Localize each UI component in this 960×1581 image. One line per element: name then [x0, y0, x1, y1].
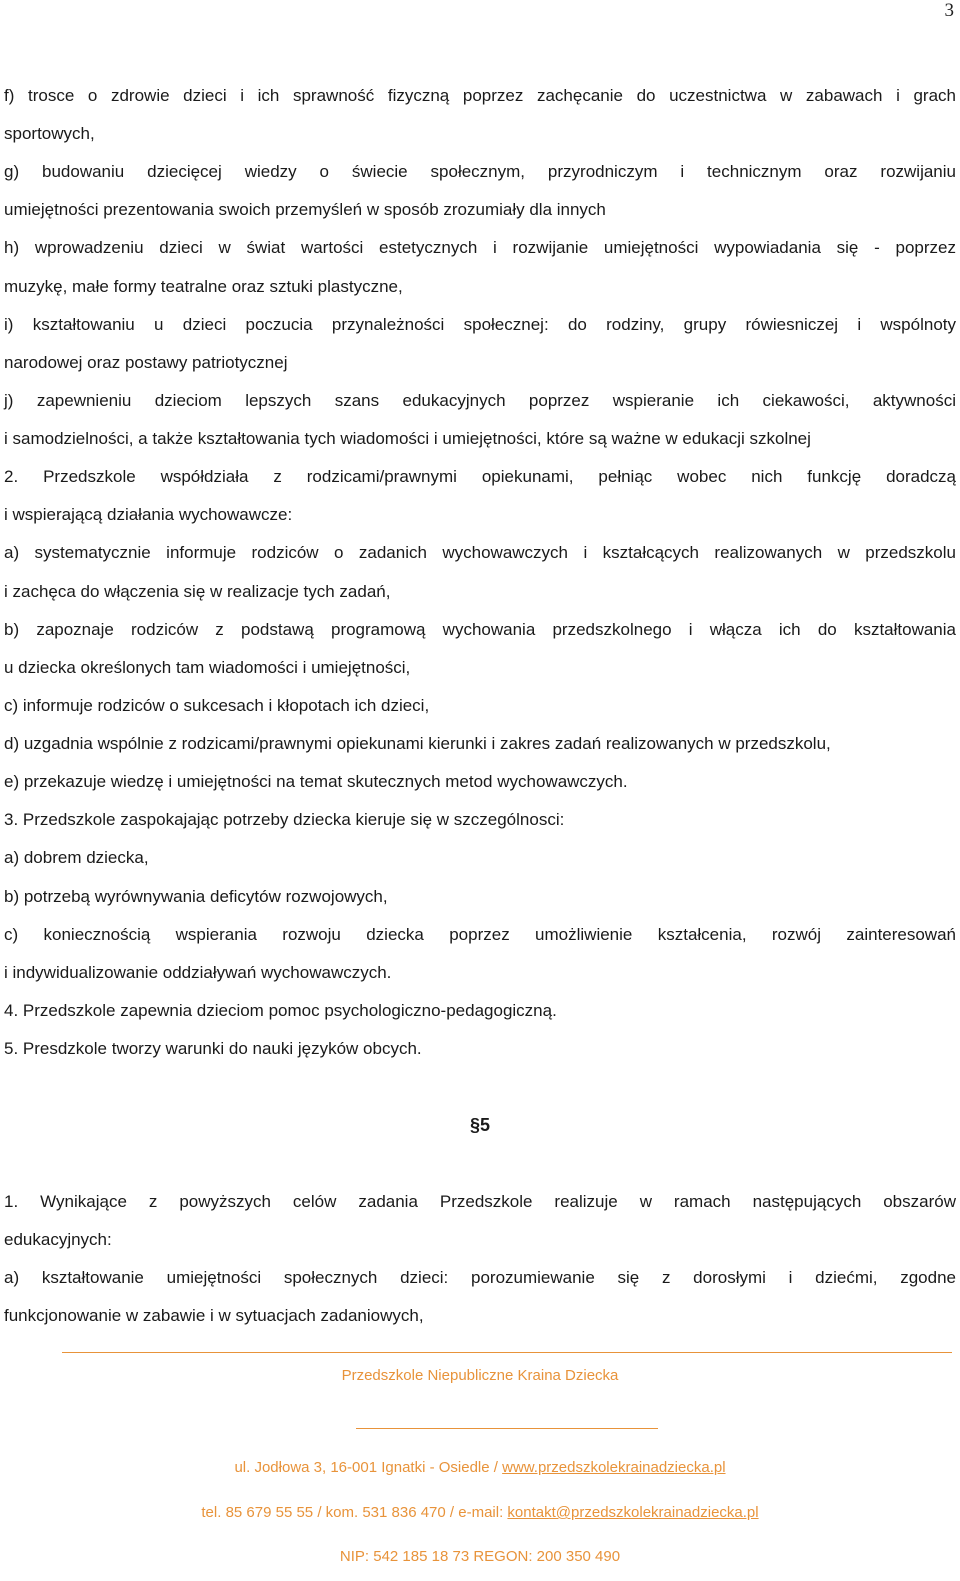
- footer-divider: [62, 1352, 952, 1353]
- body-line: 2. Przedszkole współdziała z rodzicami/prawnymi opiekunami, pełniąc wobec nich funkcję doradczą: [4, 467, 956, 486]
- body-line: e) przekazuje wiedzę i umiejętności na temat skutecznych metod wychowawczych.: [4, 772, 628, 791]
- body-line: a) systematycznie informuje rodziców o zadanich wychowawczych i kształcących realizowanych w przedszkolu: [4, 543, 956, 562]
- body-line: 5. Presdzkole tworzy warunki do nauki języków obcych.: [4, 1039, 422, 1058]
- section-line: edukacyjnych:: [4, 1230, 112, 1249]
- body-line: f) trosce o zdrowie dzieci i ich sprawność fizyczną poprzez zachęcanie do uczestnictwa w zabawach i grach: [4, 86, 956, 105]
- body-line: h) wprowadzeniu dzieci w świat wartości estetycznych i rozwijanie umiejętności wypowiadania się - poprzez: [4, 238, 956, 257]
- body-line: j) zapewnieniu dzieciom lepszych szans edukacyjnych poprzez wspieranie ich ciekawości, aktywności: [4, 391, 956, 410]
- footer-short-divider: [356, 1428, 658, 1429]
- body-line: i zachęca do włączenia się w realizacje tych zadań,: [4, 582, 391, 601]
- body-line: b) zapoznaje rodziców z podstawą programową wychowania przedszkolnego i włącza ich do kształtowania: [4, 620, 956, 639]
- body-line: a) dobrem dziecka,: [4, 848, 149, 867]
- section-line: 1. Wynikające z powyższych celów zadania Przedszkole realizuje w ramach następujących obszarów: [4, 1192, 956, 1211]
- section-heading: §5: [469, 1115, 491, 1135]
- body-line: c) informuje rodziców o sukcesach i kłopotach ich dzieci,: [4, 696, 430, 715]
- footer-address-line: [0, 1458, 960, 1478]
- footer-phone: tel. 85 679 55 55 / kom. 531 836 470 / e-mail:: [201, 1504, 508, 1521]
- body-line: umiejętności prezentowania swoich przemyśleń w sposób zrozumiały dla innych: [4, 200, 606, 219]
- body-line: sportowych,: [4, 124, 95, 143]
- footer-website-link[interactable]: www.przedszkolekrainadziecka.pl: [502, 1459, 726, 1476]
- footer-address: ul. Jodłowa 3, 16-001 Ignatki - Osiedle /: [234, 1459, 503, 1476]
- footer-email-link[interactable]: kontakt@przedszkolekrainadziecka.pl: [507, 1504, 759, 1521]
- body-line: c) koniecznością wspierania rozwoju dziecka poprzez umożliwienie kształcenia, rozwój zainteresowań: [4, 925, 956, 944]
- body-line: i wspierającą działania wychowawcze:: [4, 505, 293, 524]
- body-line: 4. Przedszkole zapewnia dzieciom pomoc psychologiczno-pedagogiczną.: [4, 1001, 557, 1020]
- body-line: 3. Przedszkole zaspokajając potrzeby dziecka kieruje się w szczególnosci:: [4, 810, 565, 829]
- footer-ids: NIP: 542 185 18 73 REGON: 200 350 490: [339, 1548, 621, 1565]
- body-line: i indywidualizowanie oddziaływań wychowawczych.: [4, 963, 392, 982]
- section-line: funkcjonowanie w zabawie i w sytuacjach zadaniowych,: [4, 1306, 424, 1325]
- footer-contact-line: [0, 1503, 960, 1523]
- body-line: d) uzgadnia wspólnie z rodzicami/prawnymi opiekunami kierunki i zakres zadań realizowanych w przedszkolu,: [4, 734, 831, 753]
- body-line: muzykę, małe formy teatralne oraz sztuki plastyczne,: [4, 277, 403, 296]
- body-line: narodowej oraz postawy patriotycznej: [4, 353, 288, 372]
- footer-org-name: Przedszkole Niepubliczne Kraina Dziecka: [341, 1367, 619, 1384]
- body-line: u dziecka określonych tam wiadomości i umiejętności,: [4, 658, 411, 677]
- body-line: i) kształtowaniu u dzieci poczucia przynależności społecznej: do rodziny, grupy rówiesniczej i wspólnoty: [4, 315, 956, 334]
- page-number: 3: [944, 0, 954, 21]
- body-line: i samodzielności, a także kształtowania tych wiadomości i umiejętności, które są ważne w edukacji szkolnej: [4, 429, 811, 448]
- body-line: g) budowaniu dziecięcej wiedzy o świecie społecznym, przyrodniczym i technicznym oraz rozwijaniu: [4, 162, 956, 181]
- section-line: a) kształtowanie umiejętności społecznych dzieci: porozumiewanie się z dorosłymi i dziećmi, zgodne: [4, 1268, 956, 1287]
- body-line: b) potrzebą wyrównywania deficytów rozwojowych,: [4, 887, 388, 906]
